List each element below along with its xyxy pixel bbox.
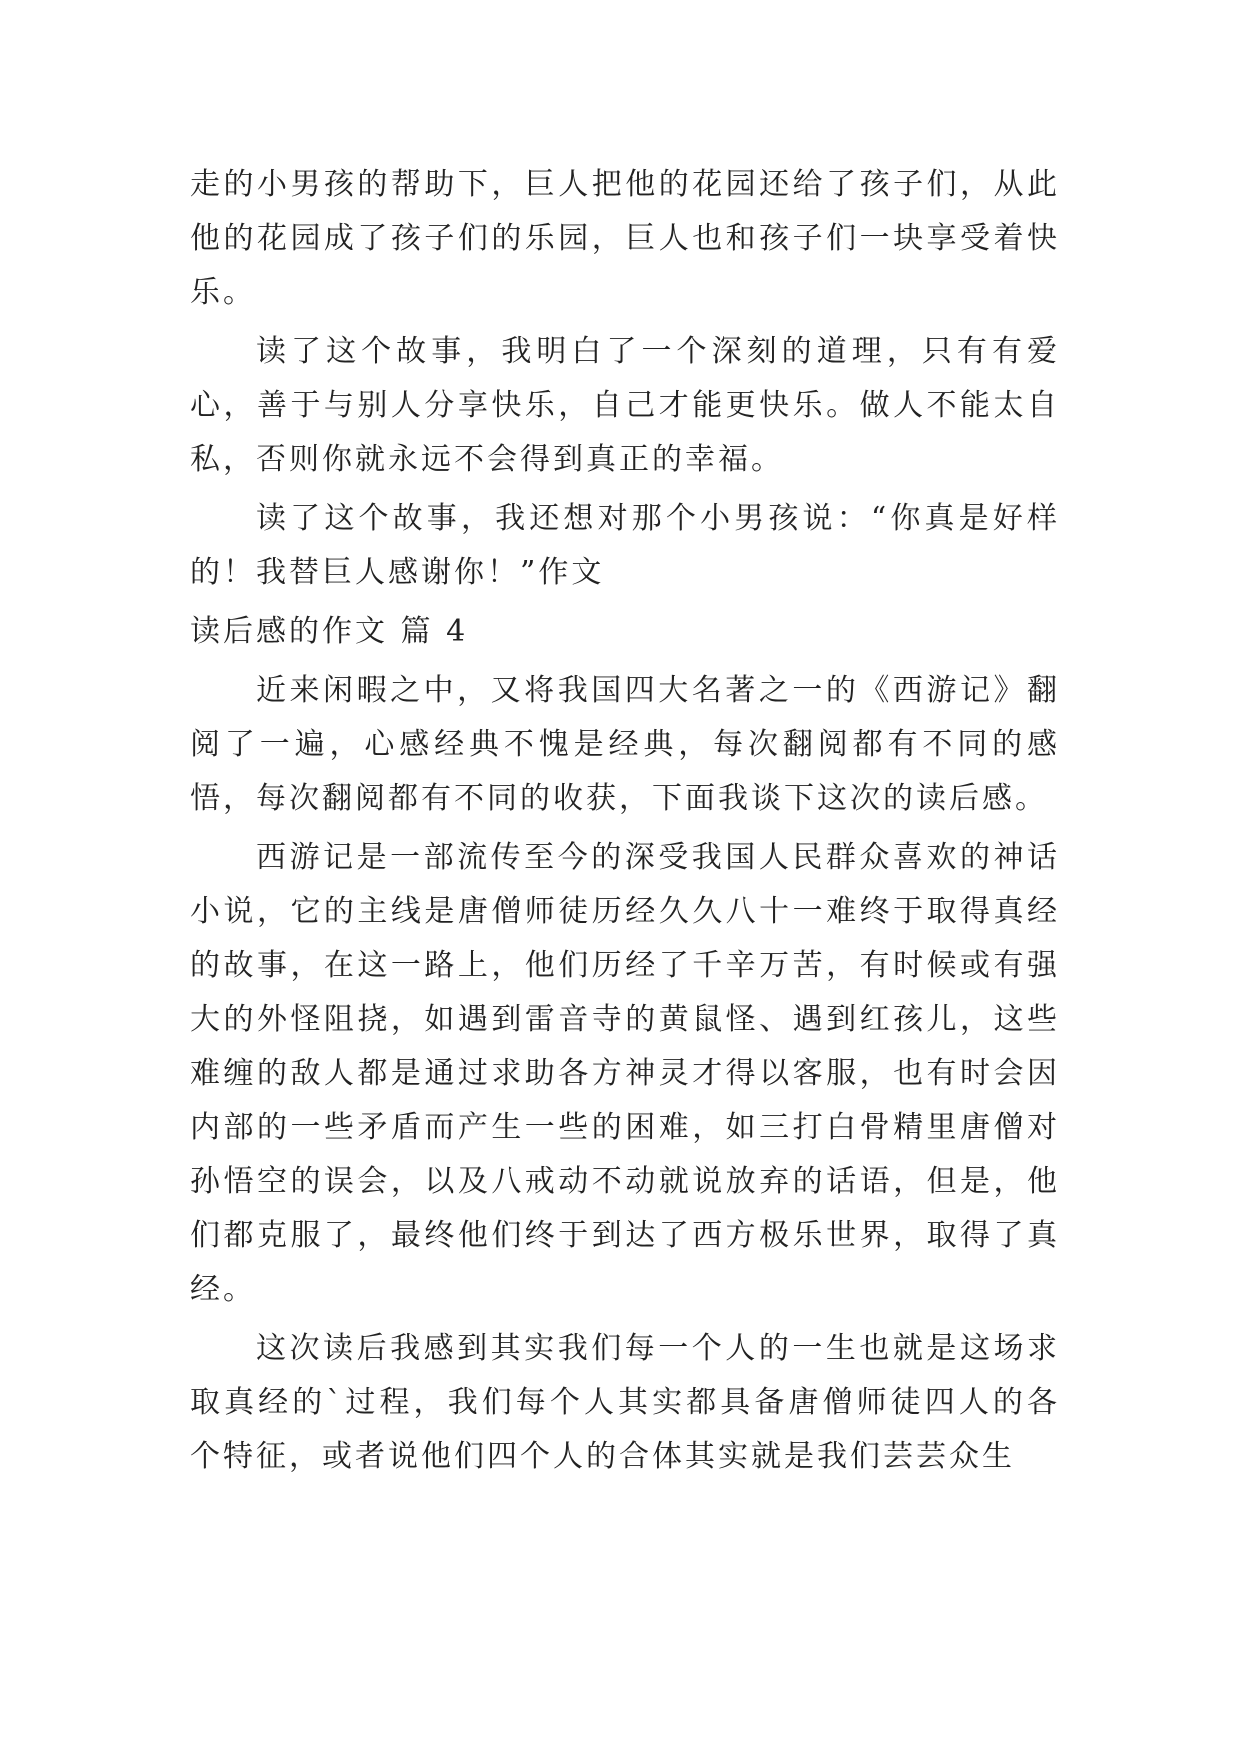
paragraph-3: 读了这个故事，我还想对那个小男孩说：“你真是好样的！我替巨人感谢你！”作文: [190, 501, 1060, 590]
paragraph-2: 读了这个故事，我明白了一个深刻的道理，只有有爱心，善于与别人分享快乐，自己才能更快乐。做人不能太自私，否则你就永远不会得到真正的幸福。: [190, 334, 1060, 477]
section-paragraph-2: 西游记是一部流传至今的深受我国人民群众喜欢的神话小说，它的主线是唐僧师徒历经久久八十一难终于取得真经的故事，在这一路上，他们历经了千辛万苦，有时候或有强大的外怪阻挠，如遇到雷音寺的黄鼠怪、遇到红孩儿，这些难缠的敌人都是通过求助各方神灵才得以客服，也有时会因内部的一些矛盾而产生一些的困难，如三打白骨精里唐僧对孙悟空的误会，以及八戒动不动就说放弃的话语，但是，他们都克服了，最终他们终于到达了西方极乐世界，取得了真经。: [190, 840, 1060, 1307]
section-heading: 读后感的作文 篇 4: [190, 614, 469, 649]
document-body: [190, 158, 1060, 1489]
section-paragraph-1: 近来闲暇之中，又将我国四大名著之一的《西游记》翻阅了一遍，心感经典不愧是经典，每次翻阅都有不同的感悟，每次翻阅都有不同的收获，下面我谈下这次的读后感。: [190, 673, 1060, 816]
section-paragraph-3: 这次读后我感到其实我们每一个人的一生也就是这场求取真经的`过程，我们每个人其实都具备唐僧师徒四人的各个特征，或者说他们四个人的合体其实就是我们芸芸众生: [190, 1331, 1060, 1474]
paragraph-1: 走的小男孩的帮助下，巨人把他的花园还给了孩子们，从此他的花园成了孩子们的乐园，巨人也和孩子们一块享受着快乐。: [190, 167, 1060, 310]
